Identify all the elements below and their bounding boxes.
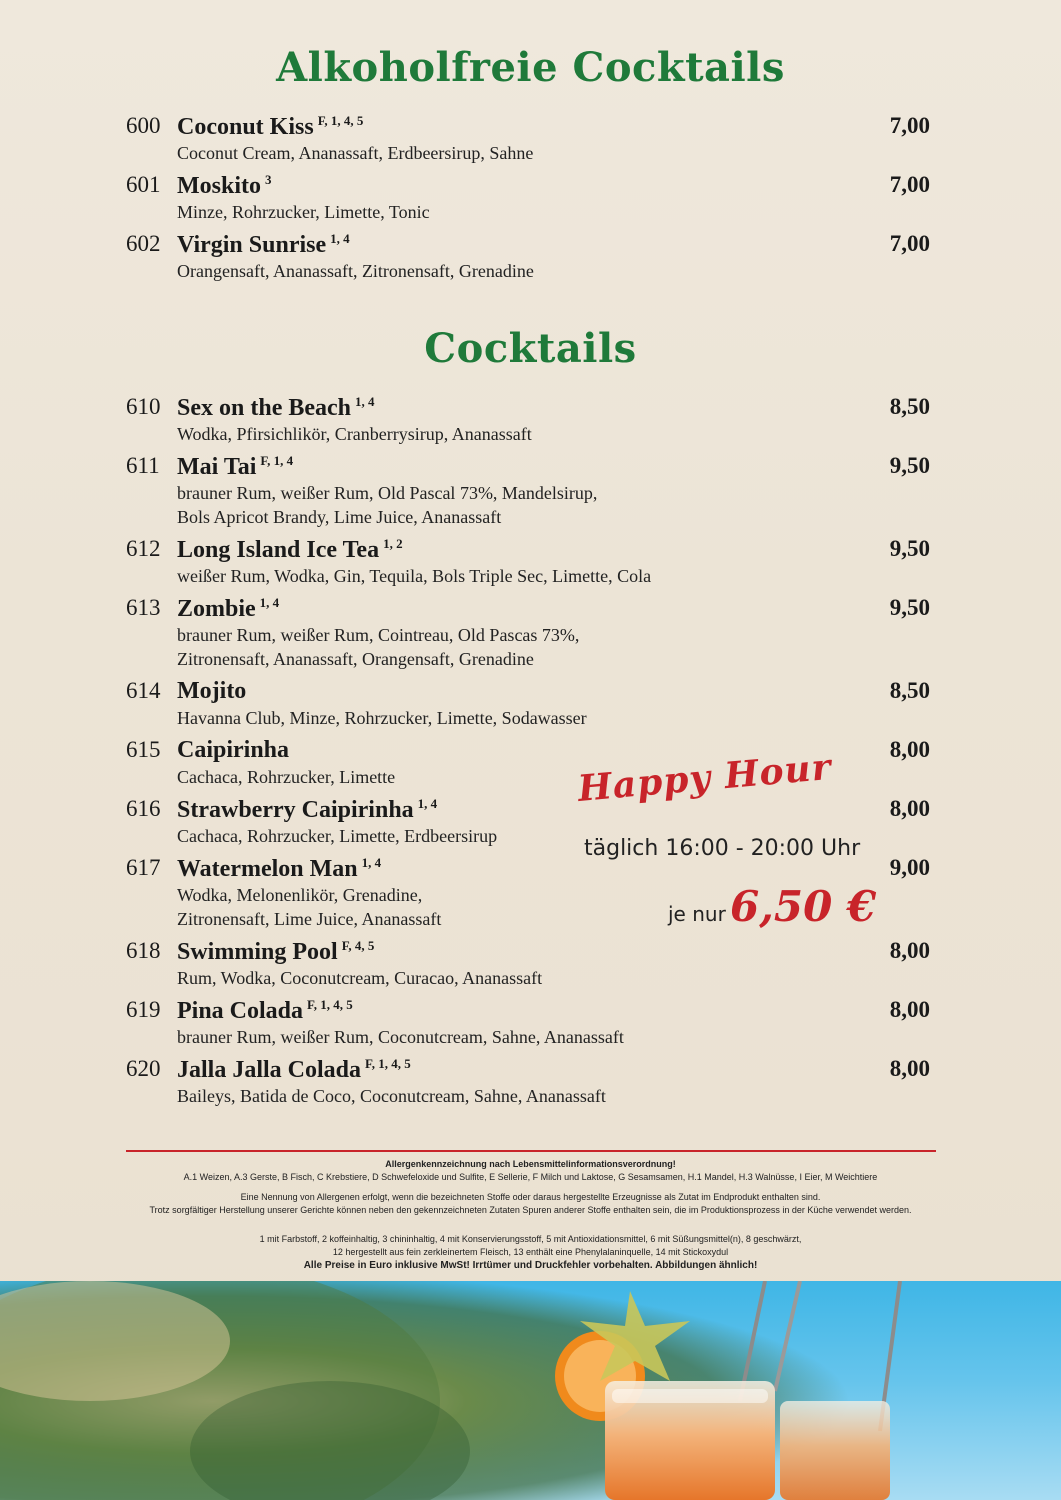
happy-hour-time: täglich 16:00 - 20:00 Uhr <box>584 836 861 861</box>
happy-hour-title: Happy Hour <box>576 745 834 810</box>
item-number: 602 <box>126 231 161 256</box>
item-codes: 1, 4 <box>330 231 350 246</box>
item-name: Caipirinha <box>177 737 290 763</box>
item-price: 7,00 <box>889 172 930 197</box>
item-codes: F, 1, 4 <box>260 453 294 468</box>
item-number: 600 <box>126 113 161 138</box>
item-name: Mojito <box>177 678 247 704</box>
menu-item <box>126 595 936 671</box>
item-name: Pina Colada $^{F, 1, 4, 5}$ <box>177 997 353 1024</box>
item-price: 9,50 <box>889 453 930 478</box>
item-number: 617 <box>126 855 161 880</box>
menu-item <box>126 394 936 446</box>
item-description: Minze, Rohrzucker, Limette, Tonic <box>177 202 430 222</box>
item-description: Rum, Wodka, Coconutcream, Curacao, Ananassaft <box>177 968 543 988</box>
item-price: 9,00 <box>889 855 930 880</box>
item-name: Virgin Sunrise $^{1, 4}$ <box>177 231 350 258</box>
item-description: brauner Rum, weißer Rum, Coconutcream, Sahne, Ananassaft <box>177 1027 624 1047</box>
item-codes: 1, 4 <box>361 855 382 870</box>
item-number: 620 <box>126 1056 161 1081</box>
item-description: brauner Rum, weißer Rum, Cointreau, Old Pascas 73%, <box>177 625 580 645</box>
item-name: Strawberry Caipirinha $^{1, 4}$ <box>177 796 438 823</box>
item-name: Zombie $^{1, 4}$ <box>177 595 280 622</box>
menu-item <box>126 938 936 990</box>
item-codes: 1, 2 <box>383 536 403 551</box>
additives-line-1: 1 mit Farbstoff, 2 koffeinhaltig, 3 chininhaltig, 4 mit Konservierungsstoff, 5 mit Antioxidationsmittel, 6 mit Süßungsmittel(n), 8 geschwärzt, <box>259 1234 802 1244</box>
item-codes: F, 1, 4, 5 <box>317 113 364 128</box>
item-price: 9,50 <box>889 595 930 620</box>
item-number: 610 <box>126 394 161 419</box>
item-description: weißer Rum, Wodka, Gin, Tequila, Bols Triple Sec, Limette, Cola <box>177 566 652 586</box>
item-number: 601 <box>126 172 161 197</box>
section-title-alkoholfrei: Alkoholfreie Cocktails <box>276 44 785 91</box>
item-name: Watermelon Man $^{1, 4}$ <box>177 855 382 882</box>
item-codes: 1, 4 <box>355 394 375 409</box>
menu-item <box>126 678 936 730</box>
item-number: 612 <box>126 536 161 561</box>
item-number: 614 <box>126 678 161 703</box>
allergen-note-2: Trotz sorgfältiger Herstellung unserer Gerichte können neben den gekennzeichneten Zutaten Spuren anderer Stoffe enthalten sein, die im Produktionsprozess in der Küche verwendet werden. <box>149 1205 912 1215</box>
item-price: 8,00 <box>889 796 930 821</box>
item-description: Coconut Cream, Ananassaft, Erdbeersirup, Sahne <box>177 143 534 163</box>
allergen-note-1: Eine Nennung von Allergenen erfolgt, wenn die bezeichneten Stoffe oder daraus hergestellte Erzeugnisse als Zutat im Endprodukt enthalten sind. <box>240 1192 821 1202</box>
item-description: Cachaca, Rohrzucker, Limette <box>177 767 396 787</box>
item-description: Zitronensaft, Ananassaft, Orangensaft, Grenadine <box>177 649 534 669</box>
item-codes: 1, 4 <box>259 595 280 610</box>
additives-line-2: 12 hergestellt aus fein zerkleinertem Fleisch, 13 enthält eine Phenylalaninquelle, 14 mit Stickoxydul <box>332 1247 729 1257</box>
item-codes: F, 4, 5 <box>341 938 375 953</box>
item-price: 9,50 <box>889 536 930 561</box>
price-disclaimer: Alle Preise in Euro inklusive MwSt! Irrtümer und Druckfehler vorbehalten. Abbildungen ähnlich! <box>303 1260 758 1271</box>
item-number: 615 <box>126 737 161 762</box>
menu-item <box>126 231 936 283</box>
happy-hour-price: 6,50 € <box>730 882 877 931</box>
allergen-heading: Allergenkennzeichnung nach Lebensmittelinformationsverordnung! <box>385 1159 676 1169</box>
item-price: 7,00 <box>889 231 930 256</box>
item-description: Bols Apricot Brandy, Lime Juice, Ananassaft <box>177 507 502 527</box>
menu-item <box>126 997 936 1049</box>
section-title-cocktails: Cocktails <box>424 325 637 372</box>
item-name: Jalla Jalla Colada $^{F, 1, 4, 5}$ <box>177 1056 411 1083</box>
item-description: brauner Rum, weißer Rum, Old Pascal 73%, Mandelsirup, <box>177 483 598 503</box>
item-name: Mai Tai $^{F, 1, 4}$ <box>177 453 294 480</box>
item-description: Wodka, Pfirsichlikör, Cranberrysirup, Ananassaft <box>177 424 532 444</box>
item-description: Havanna Club, Minze, Rohrzucker, Limette, Sodawasser <box>177 708 587 728</box>
menu-item <box>126 113 936 165</box>
happy-hour-prefix: je nur <box>668 902 726 926</box>
item-price: 8,00 <box>889 997 930 1022</box>
item-name: Moskito $^3$ <box>177 172 272 199</box>
item-description: Orangensaft, Ananassaft, Zitronensaft, Grenadine <box>177 261 534 281</box>
item-price: 8,00 <box>889 1056 930 1081</box>
item-number: 613 <box>126 595 161 620</box>
footer-divider <box>126 1150 936 1152</box>
item-number: 611 <box>126 453 160 478</box>
item-description: Zitronensaft, Lime Juice, Ananassaft <box>177 909 442 929</box>
item-number: 619 <box>126 997 161 1022</box>
item-description: Wodka, Melonenlikör, Grenadine, <box>177 885 423 905</box>
item-codes: F, 1, 4, 5 <box>365 1056 411 1071</box>
item-price: 8,50 <box>889 394 930 419</box>
item-price: 8,00 <box>889 938 930 963</box>
menu-item <box>126 172 936 224</box>
menu-item <box>126 536 936 588</box>
item-name: Swimming Pool $^{F, 4, 5}$ <box>177 938 375 965</box>
item-number: 616 <box>126 796 161 821</box>
item-name: Sex on the Beach $^{1, 4}$ <box>177 394 375 421</box>
item-description: Baileys, Batida de Coco, Coconutcream, Sahne, Ananassaft <box>177 1086 606 1106</box>
allergen-list: A.1 Weizen, A.3 Gerste, B Fisch, C Krebstiere, D Schwefeloxide und Sulfite, E Sellerie, F Milch und Laktose, G Sesamsamen, H.1 Mandel, H.3 Walnüsse, I Eier, M Weichtiere <box>183 1172 878 1182</box>
item-name: Long Island Ice Tea $^{1, 2}$ <box>177 536 403 563</box>
item-name: Coconut Kiss $^{F, 1, 4, 5}$ <box>177 113 364 140</box>
item-price: 8,00 <box>889 737 930 762</box>
menu-item <box>126 453 936 529</box>
item-price: 7,00 <box>889 113 930 138</box>
menu-item <box>126 1056 936 1108</box>
cocktail-photo <box>0 1281 1061 1500</box>
item-codes: F, 1, 4, 5 <box>307 997 353 1012</box>
item-codes: 3 <box>265 172 272 187</box>
item-codes: 1, 4 <box>417 796 438 811</box>
cocktail-illustration <box>0 1281 1061 1500</box>
item-description: Cachaca, Rohrzucker, Limette, Erdbeersirup <box>177 826 498 846</box>
item-number: 618 <box>126 938 161 963</box>
item-price: 8,50 <box>889 678 930 703</box>
